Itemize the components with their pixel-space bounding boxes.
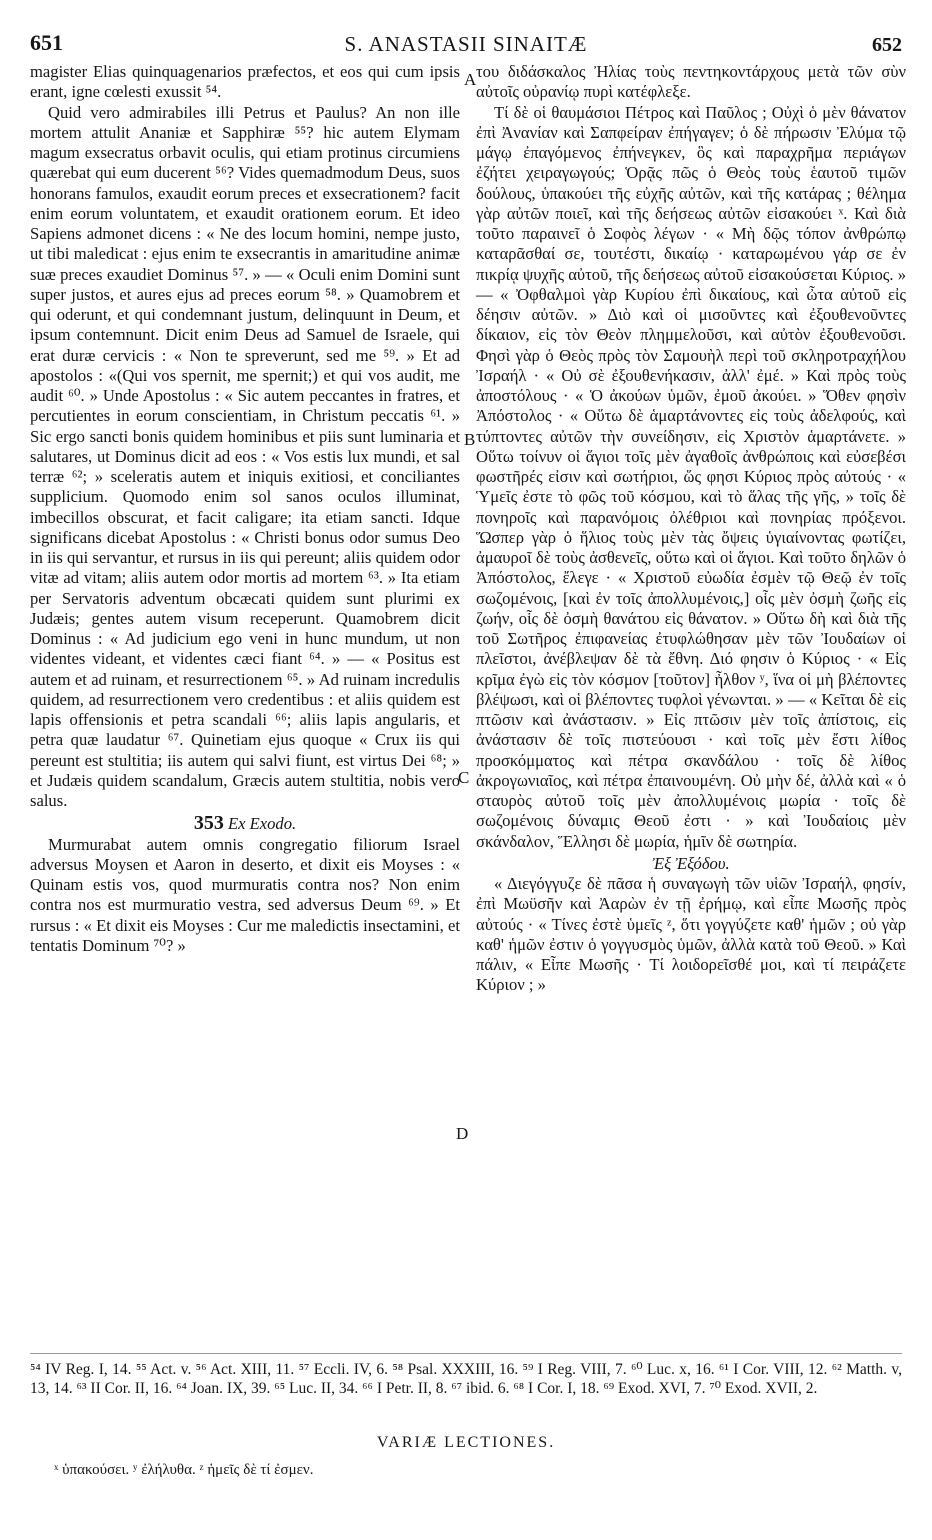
greek-paragraph-3: « Διεγόγγυζε δὲ πᾶσα ἡ συναγωγὴ τῶν υἱῶν Ἰσραήλ, φησίν, ἐπὶ Μωϋσῆν καὶ Ἀαρὼν ἐν τῇ ἐρήμῳ, καὶ εἶπε Μωσῆς πρὸς αὐτούς · « Τίνες ἐστὲ ὑμεῖς ᶻ, ὅτι γογγύζετε καθ' ἡμῶν ; οὐ γὰρ καθ' ἡμῶν ἐστιν ὁ γογγυσμὸς ὑμῶν, ἀλλὰ κατὰ τοῦ Θεοῦ. » Καὶ πάλιν, « Εἶπε Μωσῆς · Τί λοιδορεῖσθέ μοι, καὶ τί πειράζετε Κύριον ; » — [476, 874, 906, 995]
greek-column — [476, 62, 906, 996]
variae-lectiones-title: VARIÆ LECTIONES. — [376, 1434, 556, 1451]
greek-paragraph-1: του διδάσκαλος Ἠλίας τοὺς πεντηκοντάρχους μετὰ τῶν σὺν αὐτοῖς οὐρανίῳ πυρὶ κατέφλεξε. — [476, 62, 906, 102]
page-header — [30, 30, 902, 66]
latin-column — [30, 62, 460, 956]
footnote-references: ⁵⁴ IV Reg. I, 14. ⁵⁵ Act. v. ⁵⁶ Act. XIII, 11. ⁵⁷ Eccli. IV, 6. ⁵⁸ Psal. XXXIII, 16. ⁵⁹ I Reg. VIII, 7. ⁶⁰ Luc. x, 16. ⁶¹ I Cor. VIII, 12. ⁶² Matth. v, 13, 14. ⁶³ II Cor. II, 16. ⁶⁴ Joan. IX, 39. ⁶⁵ Luc. II, 34. ⁶⁶ I Petr. II, 8. ⁶⁷ ibid. 6. ⁶⁸ I Cor. I, 18. ⁶⁹ Exod. XVI, 7. ⁷⁰ Exod. XVII, 2. — [30, 1361, 902, 1397]
margin-letter-c: C — [458, 768, 470, 787]
footnotes — [30, 1360, 902, 1398]
greek-paragraph-2: Τί δὲ οἱ θαυμάσιοι Πέτρος καὶ Παῦλος ; Οὐχὶ ὁ μὲν θάνατον ἐπὶ Ἀνανίαν καὶ Σαπφείραν ἐπήγαγεν; ὁ δὲ πήρωσιν Ἐλύμα τῷ μάγῳ ἐπαγόμενος ἐπήνεγκεν, ὃς καὶ παραχρῆμα περιάγων ἐζήτει χειραγωγούς; Ὁρᾷς πῶς ὁ Θεὸς τοὺς ἑαυτοῦ τιμῶν δούλους, ὑπακούει τῆς εὐχῆς αὐτῶν, καὶ τῆς κατάρας ; θέλημα γὰρ αὐτῶν ποιεῖ, καὶ τῆς δεήσεως αὐτῶν εἰσακούει ˣ. Καὶ διὰ τοῦτο παραινεῖ ὁ Σοφὸς λέγων · « Μὴ δῷς τόπον ἀνθρώπῳ καταρᾶσθαί σε, τουτέστι, δικαίῳ · καταρωμένου γάρ σε ἐν πικρίᾳ ψυχῆς αὐτοῦ, τῆς δεήσεως αὐτοῦ εἰσακούσεται Κύριος. » — « Ὀφθαλμοὶ γὰρ Κυρίου ἐπὶ δικαίους, καὶ ὦτα αὐτοῦ εἰς δέησιν αὐτῶν. » Διὸ καὶ οἱ μισοῦντες καὶ ἐξουθενοῦντες δίκαιον, εἰς τὸν Θεὸν πλημμελοῦσι, καὶ αὐτὸν ἐξουθενοῦσι. Φησὶ γὰρ ὁ Θεὸς πρὸς τὸν Σαμουὴλ περὶ τοῦ σκληροτραχήλου Ἰσραήλ · « Οὐ σὲ ἐξουθενήκασιν, ἀλλ' ἐμέ. » Καὶ πρὸς τοὺς ἀποστόλους · « Ὁ ἀκούων ὑμῶν, ἐμοῦ ἀκούει. » Ὅθεν φησὶν Ἀπόστολος · « Οὕτω δὲ ἁμαρτάνοντες εἰς τοὺς ἀδελφούς, καὶ τύπτοντες αὐτῶν τὴν συνείδησιν, εἰς Χριστὸν ἁμαρτάνετε. » Οὕτω τοίνυν οἱ ἅγιοι τοῖς μὲν ἀγαθοῖς ἀνθρώποις καὶ εὐσεβέσι φωστῆρές εἰσιν καὶ σωτήριοι, ὥς φησι Κύριος πρὸς αὐτούς · « Ὑμεῖς ἐστε τὸ φῶς τοῦ κόσμου, καὶ τὸ ἅλας τῆς γῆς, » τοῖς δὲ πονηροῖς καὶ παρανόμοις ὀλέθριοι καὶ πονηρίας πρόξενοι. Ὥσπερ γὰρ ὁ ἥλιος τοὺς μὲν τὰς ὄψεις ὑγιαίνοντας φωτίζει, ἀμαυροῖ δὲ τοὺς ἀσθενεῖς, οὕτω καὶ οἱ ἅγιοι. Καὶ τοῦτο δηλῶν ὁ Ἀπόστολος, ἔλεγε · « Χριστοῦ εὐωδία ἐσμὲν τῷ Θεῷ ἐν τοῖς σωζομένοις, [καὶ ἐν τοῖς ἀπολλυμένοις,] οἷς μὲν ὀσμὴ ζωῆς εἰς ζωήν, οἷς δὲ ὀσμὴ θανάτου εἰς θάνατον. » Οὕτω δὴ καὶ διὰ τῆς τοῦ Σωτῆρος ἐπιφανείας ἐτυφλώθησαν μὲν τῶν Ἰουδαίων οἱ πλεῖστοι, ἀνέβλεψαν δὲ τὰ ἔθνη. Διό φησιν ὁ Κύριος · « Εἰς κρῖμα ἐγὼ εἰς τὸν κόσμον [τοῦτον] ἦλθον ʸ, ἵνα οἱ μὴ βλέποντες βλέψωσι, καὶ οἱ βλέποντες τυφλοὶ γένωνται. » — « Κεῖται δὲ εἰς πτῶσιν καὶ ἀνάστασιν. » Εἰς πτῶσιν μὲν τοῖς ἀπίστοις, εἰς ἀνάστασιν δὲ τοῖς πιστεύουσι · καὶ τοῖς μὲν ἔστι λίθος προσκόμματος καὶ πέτρα σκανδάλου · τοῖς δὲ λίθος ἀκρογωνιαῖος, καὶ πέτρα ἐπαινουμένη. Οὐ μὴν δέ, ἀλλὰ καὶ « ὁ σταυρὸς αὐτοῦ τοῖς μὲν ἀπολλυμένοις μωρία · τοῖς δὲ σωζομένοις δύναμις Θεοῦ ἐστι · » καὶ Ἰουδαίοις μὲν σκάνδαλον, Ἕλλησι δὲ μωρία, ἡμῖν δὲ σωτηρία. — [476, 102, 906, 851]
latin-section-heading — [30, 813, 460, 834]
page-number-right: 652 — [872, 34, 902, 56]
margin-letter-b: B — [464, 430, 476, 449]
running-title: S. ANASTASII SINAITÆ — [344, 32, 588, 56]
margin-letter-a: A — [464, 70, 477, 89]
section-number: 353 — [193, 812, 224, 835]
margin-letter-d: D — [456, 1124, 469, 1143]
variae-lectiones-text: ˣ ὑπακούσει. ʸ ἐλήλυθα. ᶻ ἡμεῖς δὲ τί ἐσμεν. — [54, 1462, 314, 1478]
greek-section-heading — [476, 854, 906, 874]
page-number-left: 651 — [30, 30, 63, 55]
footnote-divider — [30, 1353, 902, 1354]
latin-paragraph-2: Quid vero admirabiles illi Petrus et Paulus? An non ille mortem attulit Ananiæ et Sapphiræ ⁵⁵? hic autem Elymam magum exsecratus orbavit oculis, qui etiam protinus circumiens quærebat qui eum ducerent ⁵⁶? Vides quemadmodum Deus, suos honorans famulos, exaudit eorum preces et exsecrationem? facit enim eorum voluntatem, et exaudit orationem eorum. Et ideo Sapiens admonet dicens : « Ne des locum homini, nempe justo, ut tibi maledicat : ejus enim te exsecrantis in amaritudine animæ suæ preces exaudiet Dominus ⁵⁷. » — « Oculi enim Domini sunt super justos, et aures ejus ad preces eorum ⁵⁸. » Quamobrem et qui oderunt, et qui condemnant justum, delinquunt in Deum, et ipsum contemnunt. Dicit enim Deus ad Samuel de Israele, qui erat duræ cervicis : « Non te spreverunt, sed me ⁵⁹. » Et ad apostolos : «(Qui vos spernit, me spernit;) et qui vos audit, me audit ⁶⁰. » Unde Apostolus : « Sic autem peccantes in fratres, et percutientes in eorum conscientiam, in Christum peccatis ⁶¹. » Sic ergo sancti bonis quidem hominibus et piis sunt luminaria et salutares, ut Dominus dicit ad eos : « Vos estis lux mundi, et sal terræ ⁶²; » sceleratis autem et iniquis exitiosi, et conciliantes supplicium. Quomodo enim sol sanos oculos illuminat, imbecillos obscurat, et facit caligare; ita etiam sancti. Idque significans dicebat Apostolus : « Christi bonus odor sumus Deo in iis qui servantur, et rursus in iis qui pereunt; aliis quidem odor vitæ ad vitam; aliis autem odor mortis ad mortem ⁶³. » Ita etiam per Servatoris adventum obcæcati quidem sunt plurimi ex Judæis; gentes autem visum receperunt. Quamobrem dicit Dominus : « Ad judicium ego veni in hunc mundum, ut non videntes videant, et videntes cæci fiant ⁶⁴. » — « Positus est autem et ad ruinam, et resurrectionem ⁶⁵. » Ad ruinam incredulis quidem, ad resurrectionem vero credentibus : et aliis quidem est lapis offensionis et petra scandali ⁶⁶; aliis lapis angularis, et petra quæ laudatur ⁶⁷. Quinetiam ejus quoque « Crux iis qui pereunt est stultitia; iis autem qui salvi fiunt, est virtus Dei ⁶⁸; » et Judæis quidem scandalum, Græcis autem stultitia, nobis vero salus. — [30, 102, 460, 810]
latin-paragraph-3: Murmurabat autem omnis congregatio filiorum Israel adversus Moysen et Aaron in deserto, et dixit eis Moyses : « Quinam estis vos, quod murmuratis contra nos? Non enim contra nos est murmuratio vestra, sed adversus Deum ⁶⁹. » Et rursus : « Et dixit eis Moyses : Cur me maledictis insectamini, et tentatis Dominum ⁷⁰? » — [30, 834, 460, 955]
latin-paragraph-1: magister Elias quinquagenarios præfectos, et eos qui cum ipsis erant, igne cœlesti exussit ⁵⁴. — [30, 62, 460, 102]
greek-section-title: Ἐξ Ἐξόδου. — [652, 853, 730, 873]
latin-section-title: Ex Exodo. — [227, 814, 297, 834]
